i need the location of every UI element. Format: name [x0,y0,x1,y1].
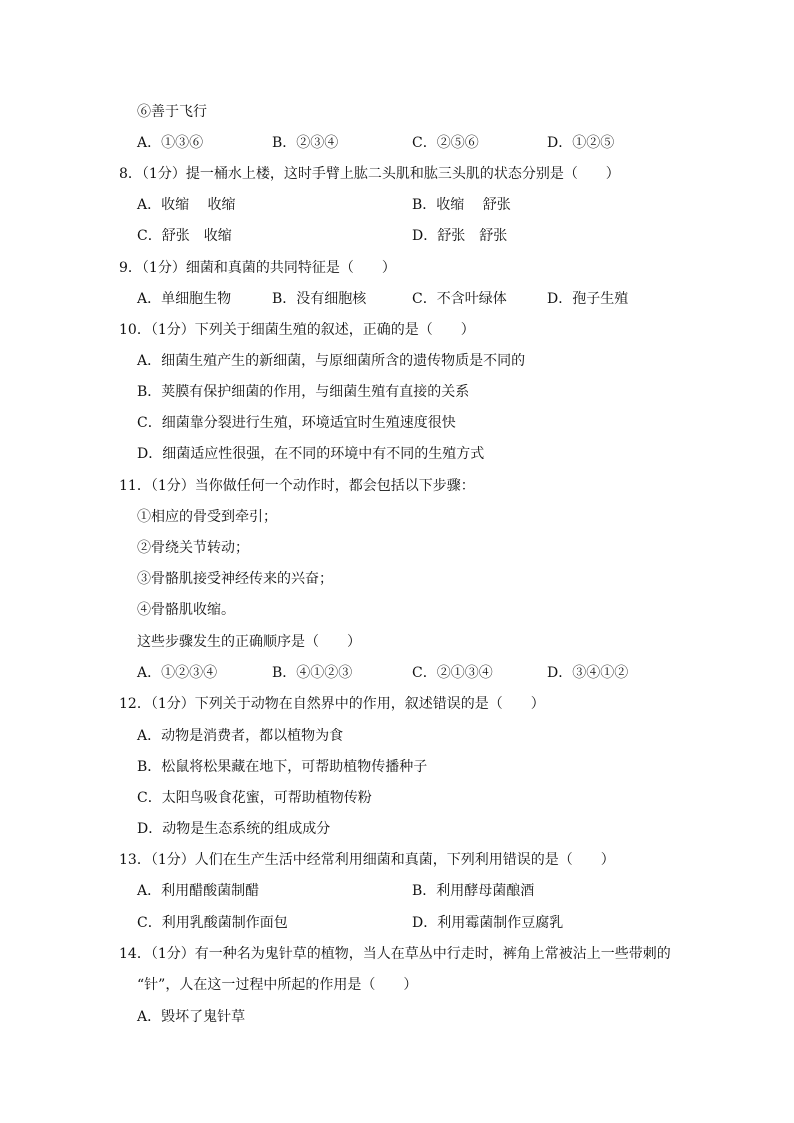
q11-step-2: ②骨绕关节转动； [137,540,249,556]
q11-step-3: ③骨骼肌接受神经传来的兴奋； [137,571,333,587]
q12-option-c[interactable]: C．太阳鸟吸食花蜜，可帮助植物传粉 [137,790,372,806]
q7-option-a[interactable]: A．①③⑥ [137,135,204,151]
q11-prompt: 这些步骤发生的正确顺序是（ ） [137,634,361,650]
q12-option-d[interactable]: D．动物是生态系统的组成成分 [137,821,331,837]
q8-stem: 8．（1分）提一桶水上楼，这时手臂上肱二头肌和肱三头肌的状态分别是（ ） [119,166,620,182]
q10-option-b[interactable]: B．荚膜有保护细菌的作用，与细菌生殖有直接的关系 [137,384,470,400]
q10-option-c[interactable]: C．细菌靠分裂进行生殖，环境适宜时生殖速度很快 [137,415,456,431]
q14-option-a[interactable]: A．毁坏了鬼针草 [137,1009,246,1025]
q9-option-d[interactable]: D．孢子生殖 [547,291,629,307]
q10-option-d[interactable]: D．细菌适应性很强，在不同的环境中有不同的生殖方式 [137,446,485,462]
q13-option-c[interactable]: C．利用乳酸菌制作面包 [137,915,288,931]
q8-option-b[interactable]: B．收缩 舒张 [412,197,511,213]
q9-option-a[interactable]: A．单细胞生物 [137,291,232,307]
q9-option-b[interactable]: B．没有细胞核 [272,291,367,307]
q13-option-d[interactable]: D．利用霉菌制作豆腐乳 [412,915,564,931]
q10-option-a[interactable]: A．细菌生殖产生的新细菌，与原细菌所含的遗传物质是不同的 [137,353,526,369]
q11-option-c[interactable]: C．②①③④ [412,665,493,681]
q11-stem: 11．（1分）当你做任何一个动作时，都会包括以下步骤： [119,478,475,494]
q11-step-1: ①相应的骨受到牵引； [137,509,277,525]
q10-stem: 10．（1分）下列关于细菌生殖的叙述，正确的是（ ） [119,322,475,338]
q9-option-c[interactable]: C．不含叶绿体 [412,291,507,307]
q7-option-c[interactable]: C．②⑤⑥ [412,135,479,151]
q13-option-a[interactable]: A．利用醋酸菌制醋 [137,883,260,899]
q12-stem: 12．（1分）下列关于动物在自然界中的作用，叙述错误的是（ ） [119,696,545,712]
q14-stem-continued: “针”，人在这一过程中所起的作用是（ ） [137,977,418,993]
q11-option-a[interactable]: A．①②③④ [137,665,218,681]
q7-option-b[interactable]: B．②③④ [272,135,339,151]
q13-stem: 13．（1分）人们在生产生活中经常利用细菌和真菌，下列利用错误的是（ ） [119,852,615,868]
q13-option-b[interactable]: B．利用酵母菌酿酒 [412,883,535,899]
q11-option-d[interactable]: D．③④①② [547,665,629,681]
q8-option-a[interactable]: A．收缩 收缩 [137,197,236,213]
q11-step-4: ④骨骼肌收缩。 [137,602,235,618]
q7-option-d[interactable]: D．①②⑤ [547,135,615,151]
q11-option-b[interactable]: B．④①②③ [272,665,353,681]
q12-option-a[interactable]: A．动物是消费者，都以植物为食 [137,728,344,744]
q14-stem: 14．（1分）有一种名为鬼针草的植物，当人在草丛中行走时，裤角上常被沾上一些带刺的 [119,946,671,962]
q7-item-6: ⑥善于飞行 [137,104,207,120]
q12-option-b[interactable]: B．松鼠将松果藏在地下，可帮助植物传播种子 [137,759,428,775]
q8-option-d[interactable]: D．舒张 舒张 [412,228,508,244]
q8-option-c[interactable]: C．舒张 收缩 [137,228,232,244]
q9-stem: 9．（1分）细菌和真菌的共同特征是（ ） [119,260,396,276]
